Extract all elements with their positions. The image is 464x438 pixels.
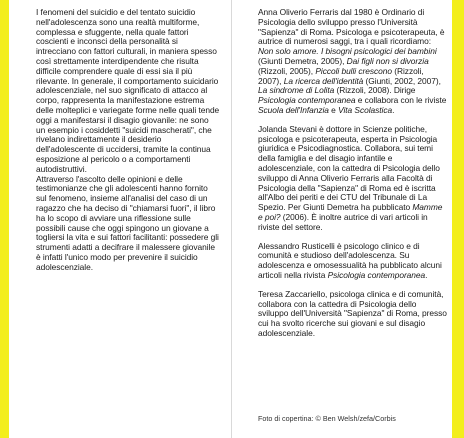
book-title: Piccoli bulli crescono: [315, 65, 392, 76]
bio-text: (Rizzoli, 2005),: [258, 65, 316, 76]
journal-title: Psicologia contemporanea: [258, 95, 356, 106]
bio-text: (Rizzoli, 2007),: [258, 65, 424, 86]
bio-rusticelli: [258, 242, 448, 281]
bio-stevani: [258, 125, 448, 233]
bio-text: .: [392, 104, 395, 115]
authors-column: [258, 8, 448, 339]
bio-text: Anna Oliverio Ferraris dal 1980 è Ordinario di Psicologia dello sviluppo presso l'Università "Sapienza" di Roma. Psicologa e psicoterapeuta, è autrice di numerosi saggi, tra i quali ricordiamo:: [258, 7, 445, 47]
bio-text: Jolanda Stevani è dottore in Scienze politiche, psicologa e psicoterapeuta, esperta in Psicologia giuridica e Psicodiagnostica. Collabora, sui temi della famiglia e del disagio infantile e adolescenziale, con la cattedra di Psicologia dello sviluppo di Anna Oliverio Ferraris alla Facoltà di Psicologia della "Sapienza" di Roma ed è iscritta all'Albo dei periti e dei CTU del Tribunale di La Spezio. Per Giunti Demetra ha pubblicato: [258, 123, 440, 213]
book-title: Dai figli non si divorzia: [346, 55, 429, 66]
book-title: La ricerca dell'identità: [283, 75, 364, 86]
book-title: Mamme e poi?: [258, 202, 443, 222]
bio-ferraris: [258, 8, 448, 116]
yellow-band-right: [452, 0, 464, 438]
bio-text: (Giunti Demetra, 2005),: [258, 55, 347, 66]
synopsis-paragraph-2: Attraverso l'ascolto delle opinioni e delle testimonianze che gli adolescenti hanno fornito sul fenomeno, insieme all'analisi del caso di un ragazzo che ha deciso di "chiamarsi fuori", il libro ha lo scopo di avviare una riflessione sulle possibili cause che oggi spingono un giovane a togliersi la vita e sui fattori facilitanti: possedere gli strumenti adatti a decifrare il malessere giovanile è infatti l'unico modo per prevenire il suicidio adolescenziale.: [36, 173, 219, 272]
book-title: La sindrome di Lolita: [258, 85, 335, 96]
bio-text: Teresa Zaccariello, psicologa clinica e di comunità, collabora con la cattedra di Psicologia dello sviluppo dell'Università "Sapienza" di Roma, presso cui ha svolto ricerche sui giovani e sul disagio adolescenziale.: [258, 288, 447, 338]
page-fold-divider: [231, 0, 232, 438]
synopsis-paragraph-1: I fenomeni del suicidio e del tentato suicidio nell'adolescenza sono una realtà multiforme, complessa e sfuggente, nella quale fattori coscienti e inconsci della personalità si intrecciano con fattori culturali, in maniera spesso così strettamente interdipendente che risulta difficile comprendere quale di essi sia il più rilevante. In generale, il comportamento suicidario adolescenziale, nel suo significato di attacco al corpo, rappresenta la manifestazione estrema delle molteplici e variegate forme nelle quali tende oggi a manifestarsi il disagio giovanile: ne sono un esempio i cosiddetti "suicidi mascherati", che rivelano indirettamente il desiderio dell'adolescente di uccidersi, tramite la continua esposizione al pericolo o a comportamenti autodistruttivi.: [36, 7, 220, 174]
bio-text: (Giunti, 2002, 2007),: [363, 75, 441, 86]
journal-title: Vita Scolastica: [338, 104, 393, 115]
bio-text: (2006). È inoltre autrice di vari articoli in riviste del settore.: [258, 211, 428, 232]
photo-credit: Foto di copertina: © Ben Welsh/zefa/Corbis: [258, 414, 396, 423]
yellow-band-left: [0, 0, 9, 438]
journal-title: Scuola dell'Infanzia: [258, 104, 329, 115]
bio-text: .: [425, 269, 428, 280]
bio-zaccariello: [258, 290, 448, 339]
bio-text: e: [328, 104, 339, 115]
bio-text: (Rizzoli, 2008). Dirige: [334, 85, 416, 96]
journal-title: Psicologia contemporanea: [327, 269, 426, 280]
synopsis-column: [36, 8, 220, 273]
bio-text: e collabora con le riviste: [355, 95, 447, 106]
bio-text: Alessandro Rusticelli è psicologo clinico e di comunità e studioso dell'adolescenza. Su adolescenza e omosessualità ha pubblicato alcuni articoli nella rivista: [258, 240, 442, 280]
book-title: Non solo amore. I bisogni psicologici dei bambini: [258, 46, 437, 57]
